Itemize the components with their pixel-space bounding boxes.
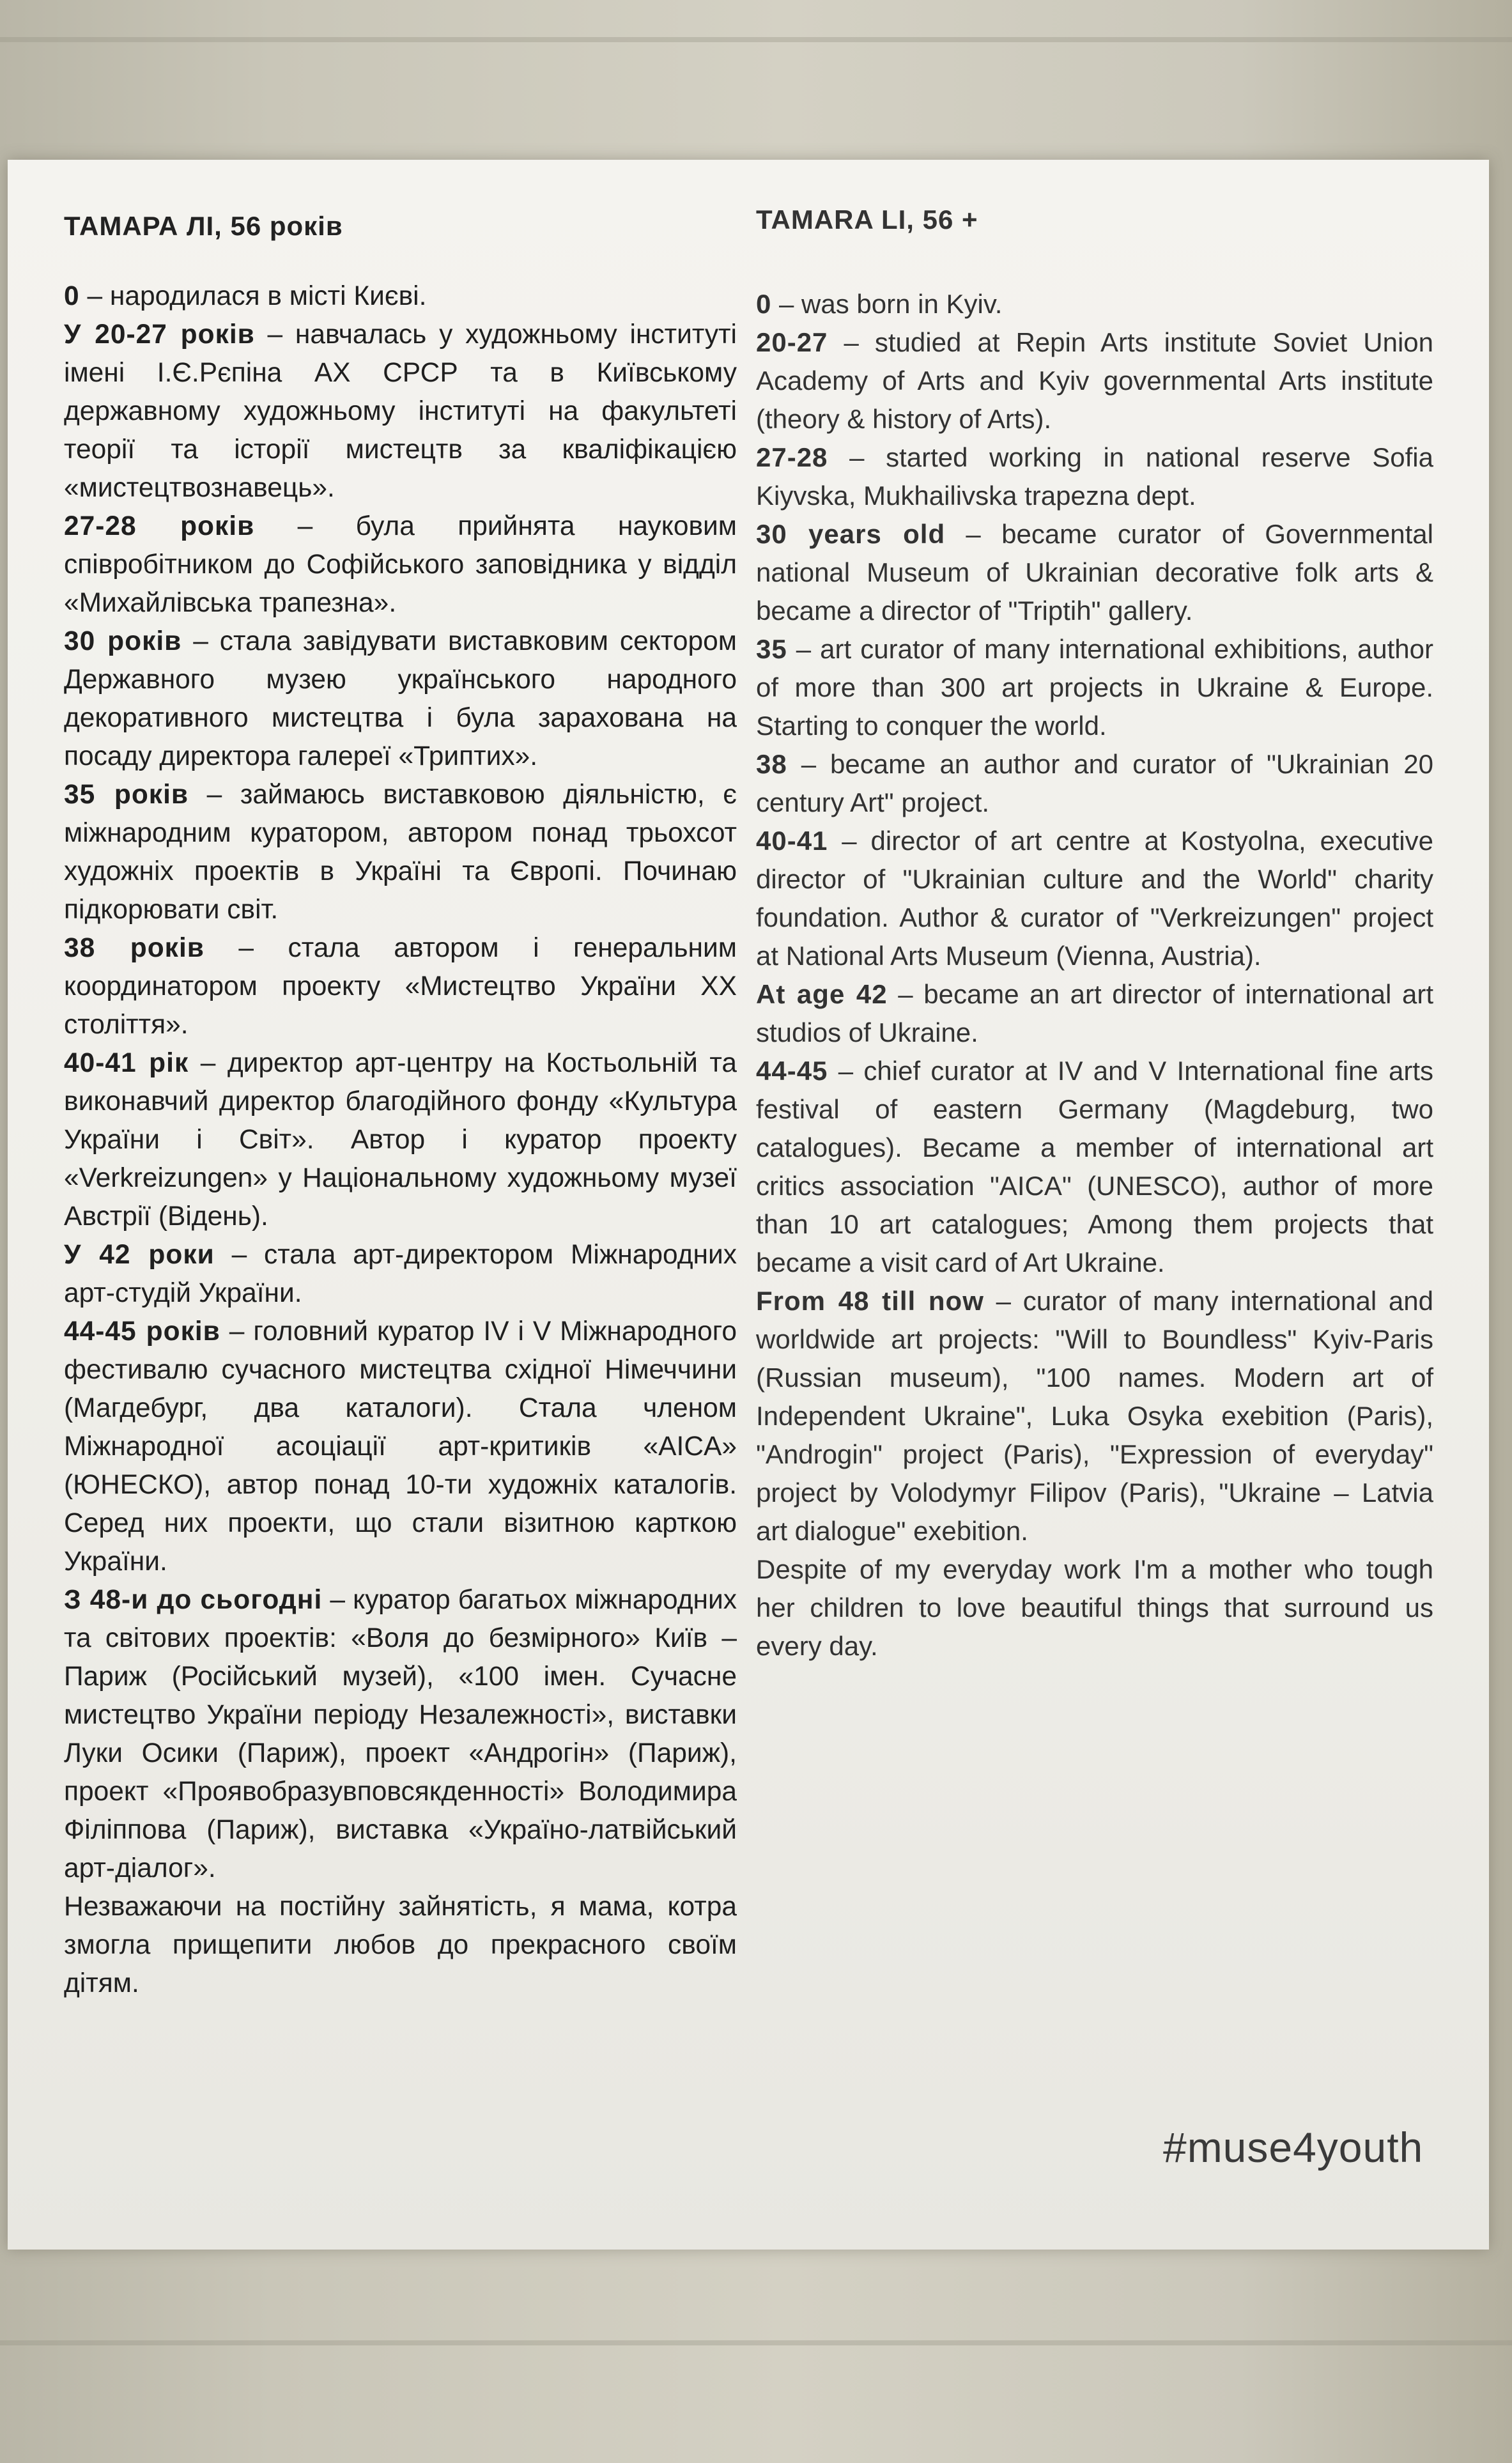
ukrainian-biography-column <box>64 203 737 2003</box>
en-entry <box>756 745 1433 822</box>
en-entry-lead: 35 <box>756 634 787 664</box>
en-entry-lead: 27-28 <box>756 442 828 472</box>
wall-tile-seam-bottom <box>0 2340 1512 2345</box>
ua-entry-text: – займаюсь виставковою діяльністю, є міжнародним куратором, автором понад трьохсот художніх проектів в Україні та Європі. Починаю підкорювати світ. <box>64 780 737 925</box>
ua-entry-lead: 40-41 рік <box>64 1048 189 1078</box>
ua-entry-lead: 38 років <box>64 933 204 963</box>
ukrainian-title: ТАМАРА ЛІ, 56 років <box>64 211 343 241</box>
en-entry-text: – art curator of many international exhibitions, author of more than 300 art projects in Ukraine & Europe. Starting to conquer the world. <box>756 634 1433 741</box>
ua-entry-text: – стала автором і генеральним координатором проекту «Мистецтво України XX століття». <box>64 933 737 1040</box>
en-entry-text: – curator of many international and worldwide art projects: "Will to Boundless" Kyiv-Paris (Russian museum), "100 names. Modern art of Independent Ukraine", Luka Osyka exebition (Paris), "Androgin" project (Paris), "Expression of everyday" project by Volodymyr Filipov (Paris), "Ukraine – Latvia art dialogue" exebition. <box>756 1286 1433 1546</box>
en-entry-text: – director of art centre at Kostyolna, executive director of "Ukrainian culture and the World" charity foundation. Author & curator of "Verkreizungen" project at National Arts Museum (Vienna, Austria). <box>756 826 1433 971</box>
en-entry <box>756 323 1433 438</box>
ua-entry-text: – стала арт-директором Міжнародних арт-студій України. <box>64 1240 737 1308</box>
en-entry-lead: 40-41 <box>756 826 828 856</box>
english-biography-column <box>756 208 1433 1665</box>
ua-entry-text: – куратор багатьох міжнародних та світових проектів: «Воля до безмірного» Київ – Париж (Російський музей), «100 імен. Сучасне мистецтво України періоду Незалежності», виставки Луки Осики (Париж), проект «Андрогін» (Париж), проект «Проявобразувповсякденності» Володимира Філіппова (Париж), виставка «Україно-латвійський арт-діалог». <box>64 1585 737 1883</box>
en-entry-text: – became an art director of international art studios of Ukraine. <box>756 979 1433 1047</box>
ua-entry-text: – директор арт-центру на Костьольній та виконавчий директор благодійного фонду «Культура України і Світ». Автор і куратор проекту «Verkreizungen» у Національному художньому музеї Австрії (Відень). <box>64 1048 737 1232</box>
ua-entry-text: – навчалась у художньому інституті імені І.Є.Рєпіна АХ СРСР та в Київському державному художньому інституті на факультеті теорії та історії мистецтв за кваліфікацією «мистецтвознавець». <box>64 320 737 503</box>
ua-entry-text: Незважаючи на постійну зайнятість, я мама, котра змогла прищепити любов до прекрасного своїм дітям. <box>64 1892 737 1998</box>
en-entry-lead: At age 42 <box>756 979 888 1009</box>
ua-entry <box>64 929 737 1044</box>
ua-entry <box>64 1044 737 1236</box>
en-entry <box>756 630 1433 745</box>
en-entry <box>756 515 1433 630</box>
ua-entry-text: – стала завідувати виставковим сектором Державного музею українського народного декоративного мистецтва і була зарахована на посаду директора галереї «Триптих». <box>64 626 737 771</box>
ua-entry <box>64 1313 737 1581</box>
en-entry-text: – became curator of Governmental national Museum of Ukrainian decorative folk arts & became a director of "Triptih" gallery. <box>756 519 1433 626</box>
en-entry <box>756 1282 1433 1550</box>
ua-entry <box>64 1236 737 1313</box>
en-entry-lead: 44-45 <box>756 1056 828 1086</box>
en-entry-text: – was born in Kyiv. <box>771 289 1003 319</box>
en-entry <box>756 438 1433 515</box>
ua-entry-lead: 27-28 років <box>64 511 255 541</box>
ua-entry <box>64 316 737 507</box>
hashtag-label: #muse4youth <box>1163 2124 1424 2171</box>
ua-entry <box>64 1581 737 1888</box>
ua-entry-text: – головний куратор IV і V Міжнародного фестивалю сучасного мистецтва східної Німеччини (Магдебург, два каталоги). Стала членом Міжнародної асоціації арт-критиків «AICA» (ЮНЕСКО), автор понад 10-ти художніх каталогів. Серед них проекти, що стали візитною карткою України. <box>64 1316 737 1577</box>
ua-entry-lead: 0 <box>64 281 80 311</box>
ua-entry <box>64 277 737 316</box>
ua-entry-text: – народилася в місті Києві. <box>79 281 427 311</box>
en-entry-lead: From 48 till now <box>756 1286 984 1316</box>
en-entry-lead: 0 <box>756 289 772 319</box>
ua-entry-lead: 35 років <box>64 780 189 810</box>
ua-entry-lead: У 20-27 років <box>64 320 255 350</box>
en-entry <box>756 975 1433 1052</box>
en-entry-lead: 20-27 <box>756 327 828 357</box>
english-title: TAMARA LI, 56 + <box>756 205 978 235</box>
en-entry <box>756 1550 1433 1665</box>
ua-entry-lead: З 48-и до сьогодні <box>64 1585 323 1615</box>
en-entry <box>756 285 1433 323</box>
en-entry-text: – chief curator at IV and V International fine arts festival of eastern Germany (Magdeburg, two catalogues). Became a member of international art critics association "AICA" (UNESCO), author of more than 10 art catalogues; Among them projects that became a visit card of Art Ukraine. <box>756 1056 1433 1278</box>
en-entry-text: – started working in national reserve Sofia Kiyvska, Mukhailivska trapezna dept. <box>756 442 1433 511</box>
en-entry <box>756 822 1433 975</box>
ua-entry <box>64 1888 737 2003</box>
en-entry <box>756 1052 1433 1282</box>
en-entry-text: Despite of my everyday work I'm a mother who tough her children to love beautiful things that surround us every day. <box>756 1554 1433 1661</box>
ua-entry-lead: 30 років <box>64 626 182 656</box>
ua-entry <box>64 507 737 622</box>
en-entry-lead: 38 <box>756 749 787 779</box>
en-entry-text: – became an author and curator of "Ukrainian 20 century Art" project. <box>756 749 1433 817</box>
ua-entry-lead: 44-45 років <box>64 1316 220 1347</box>
ua-entry-text: – була прийнята науковим співробітником до Софійського заповідника у відділ «Михайлівська трапезна». <box>64 511 737 618</box>
ua-entry <box>64 622 737 776</box>
ua-entry-lead: У 42 роки <box>64 1240 215 1270</box>
en-entry-text: – studied at Repin Arts institute Soviet Union Academy of Arts and Kyiv governmental Arts institute (theory & history of Arts). <box>756 327 1433 434</box>
ua-entry <box>64 776 737 929</box>
wall-tile-seam-top <box>0 37 1512 42</box>
en-entry-lead: 30 years old <box>756 519 946 549</box>
